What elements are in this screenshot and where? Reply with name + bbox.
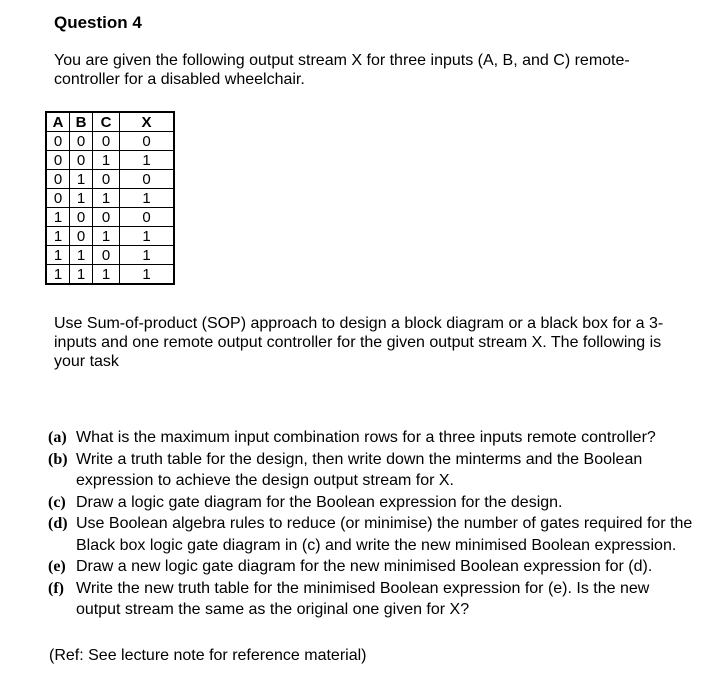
task-marker: (b) <box>48 450 68 468</box>
table-row <box>46 227 174 246</box>
cell-x: 1 <box>120 227 175 246</box>
cell-a: 1 <box>46 246 70 265</box>
cell-x: 1 <box>120 265 175 285</box>
cell-x: 0 <box>120 170 175 189</box>
truth-table-header-row <box>46 112 174 132</box>
cell-c: 1 <box>93 151 120 170</box>
cell-b: 1 <box>70 189 93 208</box>
cell-b: 0 <box>70 151 93 170</box>
header-a: A <box>46 112 70 132</box>
question-title: Question 4 <box>54 13 142 32</box>
task-item-e <box>46 556 696 578</box>
table-row <box>46 246 174 265</box>
table-row <box>46 265 174 285</box>
table-row <box>46 151 174 170</box>
cell-b: 1 <box>70 265 93 285</box>
cell-c: 0 <box>93 170 120 189</box>
header-c: C <box>93 112 120 132</box>
sop-instructions: Use Sum-of-product (SOP) approach to design a block diagram or a black box for a 3-inputs and one remote output controller for the given output stream X. The following is your task <box>54 315 664 370</box>
cell-c: 0 <box>93 132 120 151</box>
truth-table <box>45 111 175 285</box>
cell-c: 0 <box>93 246 120 265</box>
task-item-d <box>46 513 696 556</box>
cell-x: 1 <box>120 189 175 208</box>
header-x: X <box>120 112 175 132</box>
cell-c: 1 <box>93 189 120 208</box>
task-item-f <box>46 578 696 621</box>
task-text: Write the new truth table for the minimised Boolean expression for (e). Is the new output stream the same as the original one given for X? <box>76 579 650 618</box>
cell-x: 1 <box>120 246 175 265</box>
task-text: Use Boolean algebra rules to reduce (or minimise) the number of gates required for the Black box logic gate diagram in (c) and write the new minimised Boolean expression. <box>76 515 693 554</box>
task-text: Write a truth table for the design, then write down the minterms and the Boolean expression to achieve the design output stream for X. <box>76 450 643 489</box>
task-item-b <box>46 449 696 492</box>
cell-b: 1 <box>70 246 93 265</box>
cell-b: 0 <box>70 208 93 227</box>
table-row <box>46 132 174 151</box>
reference-note: (Ref: See lecture note for reference material) <box>49 647 367 664</box>
cell-a: 1 <box>46 265 70 285</box>
question-intro: You are given the following output stream X for three inputs (A, B, and C) remote-controller for a disabled wheelchair. <box>54 52 630 88</box>
cell-c: 0 <box>93 208 120 227</box>
cell-c: 1 <box>93 265 120 285</box>
cell-x: 0 <box>120 132 175 151</box>
cell-x: 1 <box>120 151 175 170</box>
cell-a: 0 <box>46 189 70 208</box>
cell-b: 0 <box>70 227 93 246</box>
table-row <box>46 189 174 208</box>
cell-a: 0 <box>46 132 70 151</box>
task-item-c <box>46 492 696 514</box>
task-marker: (c) <box>48 493 66 511</box>
cell-a: 1 <box>46 227 70 246</box>
cell-a: 0 <box>46 151 70 170</box>
task-item-a <box>46 427 696 449</box>
task-marker: (d) <box>48 515 68 532</box>
cell-c: 1 <box>93 227 120 246</box>
cell-x: 0 <box>120 208 175 227</box>
cell-b: 0 <box>70 132 93 151</box>
task-text: Draw a logic gate diagram for the Boolean expression for the design. <box>76 493 563 511</box>
table-row <box>46 208 174 227</box>
task-list <box>46 427 696 621</box>
task-marker: (f) <box>48 579 64 597</box>
cell-a: 1 <box>46 208 70 227</box>
cell-b: 1 <box>70 170 93 189</box>
cell-a: 0 <box>46 170 70 189</box>
table-row <box>46 170 174 189</box>
task-text: What is the maximum input combination rows for a three inputs remote controller? <box>76 429 656 446</box>
header-b: B <box>70 112 93 132</box>
task-marker: (e) <box>48 558 66 575</box>
task-marker: (a) <box>48 429 67 446</box>
task-text: Draw a new logic gate diagram for the new minimised Boolean expression for (d). <box>76 558 653 575</box>
